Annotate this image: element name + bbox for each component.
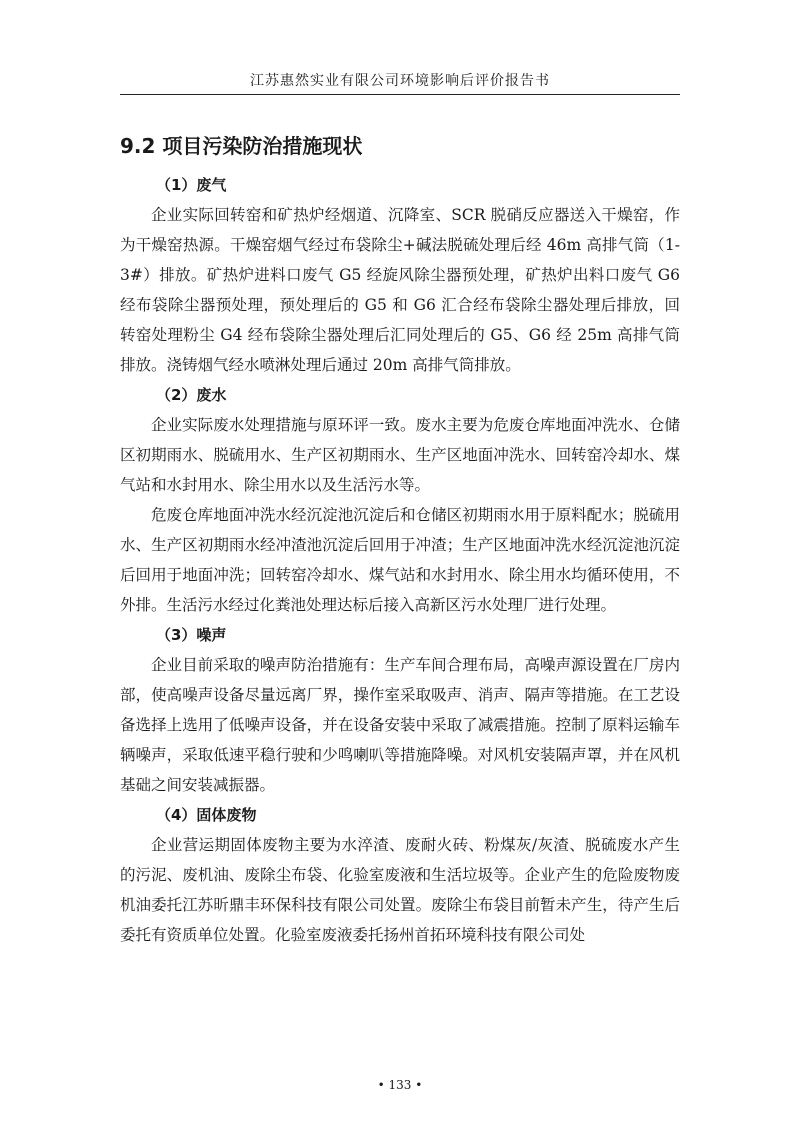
page-number: • 133 • — [377, 1078, 423, 1092]
subsection-heading-noise: （3）噪声 — [156, 626, 227, 644]
document-body — [120, 170, 680, 950]
paragraph: 企业实际回转窑和矿热炉经烟道、沉降室、SCR 脱硝反应器送入干燥窑，作为干燥窑热源。干燥窑烟气经过布袋除尘+碱法脱硫处理后经 46m 高排气筒（1-3#）排放。矿热炉进料口废气 G5 经旋风除尘器预处理，矿热炉出料口废气 G6 经布袋除尘器预处理，预处理后的 G5 和 G6 汇合经布袋除尘器处理后排放，回转窑处理粉尘 G4 经布袋除尘器处理后汇同处理后的 G5、G6 经 25m 高排气筒排放。浇铸烟气经水喷淋处理后通过 20m 高排气筒排放。 — [120, 206, 680, 374]
header-divider — [120, 94, 680, 95]
subsection-heading-wastewater: （2）废水 — [156, 386, 227, 404]
paragraph: 危废仓库地面冲洗水经沉淀池沉淀后和仓储区初期雨水用于原料配水；脱硫用水、生产区初期雨水经冲渣池沉淀后回用于冲渣；生产区地面冲洗水经沉淀池沉淀后回用于地面冲洗；回转窑冷却水、煤气站和水封用水、除尘用水均循环使用，不外排。生活污水经过化粪池处理达标后接入高新区污水处理厂进行处理。 — [120, 506, 680, 614]
subsection-heading-waste-gas: （1）废气 — [156, 176, 227, 194]
paragraph: 企业营运期固体废物主要为水淬渣、废耐火砖、粉煤灰/灰渣、脱硫废水产生的污泥、废机油、废除尘布袋、化验室废液和生活垃圾等。企业产生的危险废物废机油委托江苏昕鼎丰环保科技有限公司处置。废除尘布袋目前暂未产生，待产生后委托有资质单位处置。化验室废液委托扬州首拓环境科技有限公司处 — [120, 836, 680, 944]
paragraph: 企业实际废水处理措施与原环评一致。废水主要为危废仓库地面冲洗水、仓储区初期雨水、脱硫用水、生产区初期雨水、生产区地面冲洗水、回转窑冷却水、煤气站和水封用水、除尘用水以及生活污水等。 — [120, 416, 680, 494]
subsection-heading-solid-waste: （4）固体废物 — [156, 806, 257, 824]
section-title: 9.2 项目污染防治措施现状 — [120, 134, 363, 158]
page-header-title: 江苏惠然实业有限公司环境影响后评价报告书 — [250, 73, 550, 89]
paragraph: 企业目前采取的噪声防治措施有：生产车间合理布局，高噪声源设置在厂房内部，使高噪声设备尽量远离厂界，操作室采取吸声、消声、隔声等措施。在工艺设备选择上选用了低噪声设备，并在设备安装中采取了减震措施。控制了原料运输车辆噪声，采取低速平稳行驶和少鸣喇叭等措施降噪。对风机安装隔声罩，并在风机基础之间安装减振器。 — [120, 656, 680, 794]
